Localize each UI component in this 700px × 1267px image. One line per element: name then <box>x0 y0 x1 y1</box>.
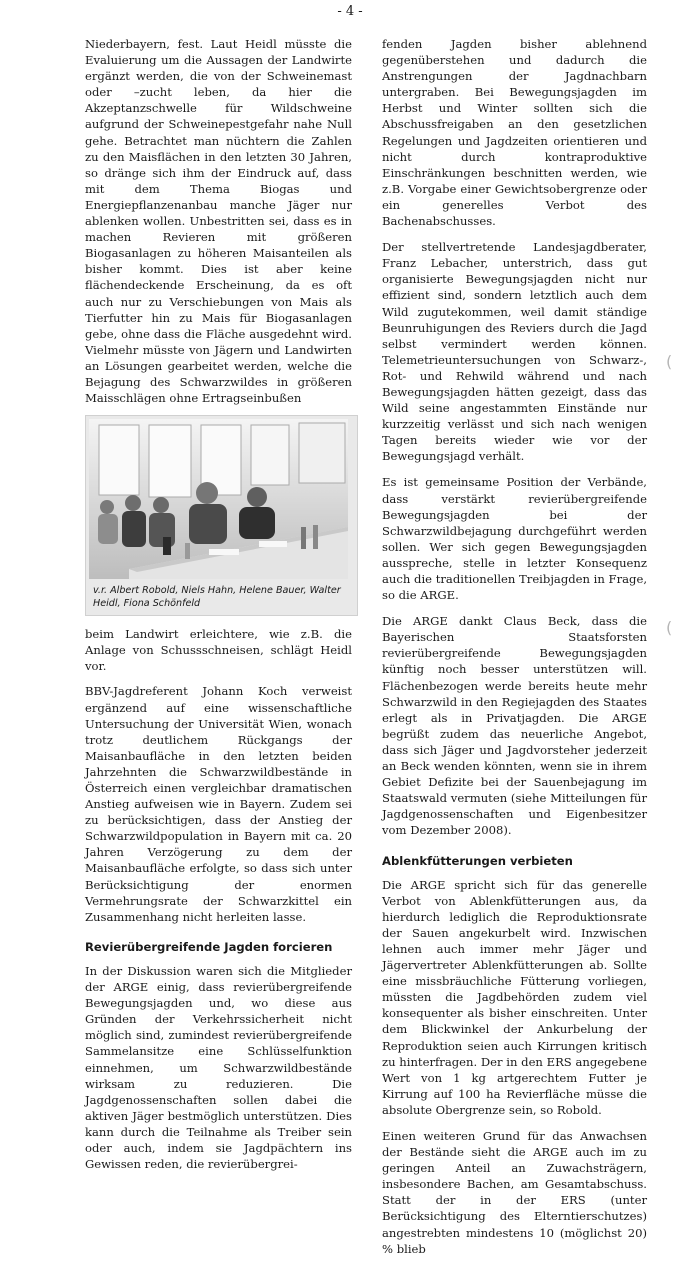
section-heading-revieruebergreifend: Revierübergreifende Jagden forcieren <box>85 939 333 954</box>
meeting-photo <box>85 415 358 616</box>
margin-mark: ( <box>666 618 673 637</box>
left-paragraph-2: beim Landwirt erleichtere, wie z.B. die Anlage von Schussschneisen, schlägt Heidl vor. <box>85 627 352 674</box>
page-number: - 4 - <box>337 4 363 19</box>
margin-mark: ( <box>666 352 673 371</box>
left-paragraph-3: BBV-Jagdreferent Johann Koch verweist ergänzend auf eine wissenschaftliche Untersuchung der Universität Wien, wonach trotz deutlichem Rückgangs der Maisanbaufläche in den letzten beiden Jahrzehnten die Schwarzwildbestände in Österreich einen vergleichbar dramatischen Anstieg aufweisen wie in Bayern. Zudem sei zu berücksichtigen, dass der Anstieg der Schwarzwildpopulation in Bayern mit ca. 20 Jahren Verzögerung zu dem der Maisanbaufläche erfolgte, so dass sich unter Berücksichtigung der enormen Vermehrungsrate der Schwarzkittel ein Zusammenhang nicht herleiten lasse. <box>85 684 352 924</box>
right-paragraph-1: fenden Jagden bisher ablehnend gegenüberstehen und dadurch die Anstrengungen der Jagdnachbarn untergraben. Bei Bewegungsjagden im Herbst und Winter sollten sich die Abschussfreigaben an den gesetzlichen Regelungen und Jagdzeiten orientieren und nicht durch kontraproduktive Einschränkungen beschnitten werden, wie z.B. Vorgabe einer Gewichtsobergrenze oder ein generelles Verbot des Bachenabschusses. <box>382 37 647 229</box>
right-column <box>382 36 647 1267</box>
right-paragraph-2: Der stellvertretende Landesjagdberater, Franz Lebacher, unterstrich, dass gut organisierte Bewegungsjagden nicht nur effizient sind, sondern letztlich auch dem Wild zugutekommen, weil damit ständige Beunruhigungen des Reviers durch die Jagd selbst vermindert werden können. Telemetrieuntersuchungen von Schwarz-, Rot- und Rehwild während und nach Bewegungsjagden hätten gezeigt, dass das Wild seine angestammten Einstände nur kurzzeitig verlässt und sich nach wenigen Tagen bereits wieder wie vor der Bewegungsjagd verhält. <box>382 240 647 464</box>
right-paragraph-6: Einen weiteren Grund für das Anwachsen der Bestände sieht die ARGE auch im zu geringen Anteil an Zuwachsträgern, insbesondere Bachen, am Gesamtabschuss. Statt der in der ERS (unter Berücksichtigung des Elterntierschutzes) angestrebten mindestens 10 (möglichst 20) % blieb <box>382 1129 647 1256</box>
right-paragraph-5: Die ARGE spricht sich für das generelle Verbot von Ablenkfütterungen aus, da hierdurch lediglich die Reproduktionsrate der Sauen angekurbelt wird. Inzwischen lehnen auch immer mehr Jäger und Jägervertreter Ablenkfütterungen ab. Sollte eine missbräuchliche Fütterung vorliegen, müssten die Jagdbehörden zudem viel konsequenter als bisher einschreiten. Unter dem Blickwinkel der Ankurbelung der Reproduktion seien auch Kirrungen kritisch zu hinterfragen. Der in den ERS angegebene Wert von 1 kg artgerechtem Futter je Kirrung auf 100 ha Revierfläche müsse die absolute Obergrenze sein, so Robold. <box>382 877 647 1117</box>
left-paragraph-4: In der Diskussion waren sich die Mitglieder der ARGE einig, dass revierübergreifende Bewegungsjagden und, wo diese aus Gründen der Verkehrssicherheit nicht möglich sind, zumindest revierübergreifende Sammelansitze eine Schlüsselfunktion einnehmen, um Schwarzwildbestände wirksam zu reduzieren. Die Jagdgenossenschaften sollen dabei die aktiven Jäger bestmöglich unterstützen. Dies kann durch die Teilnahme als Treiber sein oder auch, indem sie Jagdpächtern ins Gewissen reden, die revierübergrei- <box>85 963 352 1172</box>
right-paragraph-4: Die ARGE dankt Claus Beck, dass die Bayerischen Staatsforsten revierübergreifende Bewegungsjagden künftig noch besser unterstützen will. Flächenbezogen werde bereits heute mehr Schwarzwild in den Regiejagden des Staates erlegt als in Privatjagden. Die ARGE begrüßt zudem das neuerliche Angebot, dass sich Jäger und Jagdvorsteher jederzeit an Beck wenden könnten, wenn sie in ihrem Gebiet Defizite bei der Sauenbejagung im Staatswald vermuten (siehe Mitteilungen für Jagdgenossenschaften und Eigenbesitzer vom Dezember 2008). <box>382 614 647 838</box>
meeting-photo-image <box>89 419 348 579</box>
section-heading-ablenkfuetterungen: Ablenkfütterungen verbieten <box>382 853 573 868</box>
right-paragraph-3: Es ist gemeinsame Position der Verbände, dass verstärkt revierübergreifende Bewegungsjagden bei der Schwarzwildbejagung durchgeführt werden sollen. Wer sich gegen Bewegungsjagden ausspreche, stelle in letzter Konsequenz auch die traditionellen Treibjagden in Frage, so die ARGE. <box>382 475 648 603</box>
photo-caption: v.r. Albert Robold, Niels Hahn, Helene Bauer, Walter Heidl, Fiona Schönfeld <box>93 585 341 610</box>
left-paragraph-1: Niederbayern, fest. Laut Heidl müsste die Evaluierung um die Aussagen der Landwirte ergänzt werden, die von der Schweinemast oder –zucht leben, da hier die Akzeptanzschwelle für Wildschweine aufgrund der Schweinepestgefahr nahe Null gehe. Betrachtet man nüchtern die Zahlen zu den Maisflächen in den letzten 30 Jahren, so dränge sich ihm der Eindruck auf, dass mit dem Thema Biogas und Energiepflanzenanbau manche Jäger nur ablenken wollen. Unbestritten sei, dass es in machen Revieren mit größeren Biogasanlagen zu höheren Maisanteilen als bisher kommt. Dies ist aber keine flächendeckende Erscheinung, da es oft auch nur zu Verschiebungen von Mais als Tierfutter hin zu Mais für Biogasanlagen gebe, ohne dass die Fläche ausgedehnt wird. Vielmehr müsste von Jägern und Landwirten an Lösungen gearbeitet werden, welche die Bejagung des Schwarzwildes in größeren Maisschlägen ohne Ertragseinbußen <box>85 37 352 406</box>
left-column <box>85 36 352 1181</box>
